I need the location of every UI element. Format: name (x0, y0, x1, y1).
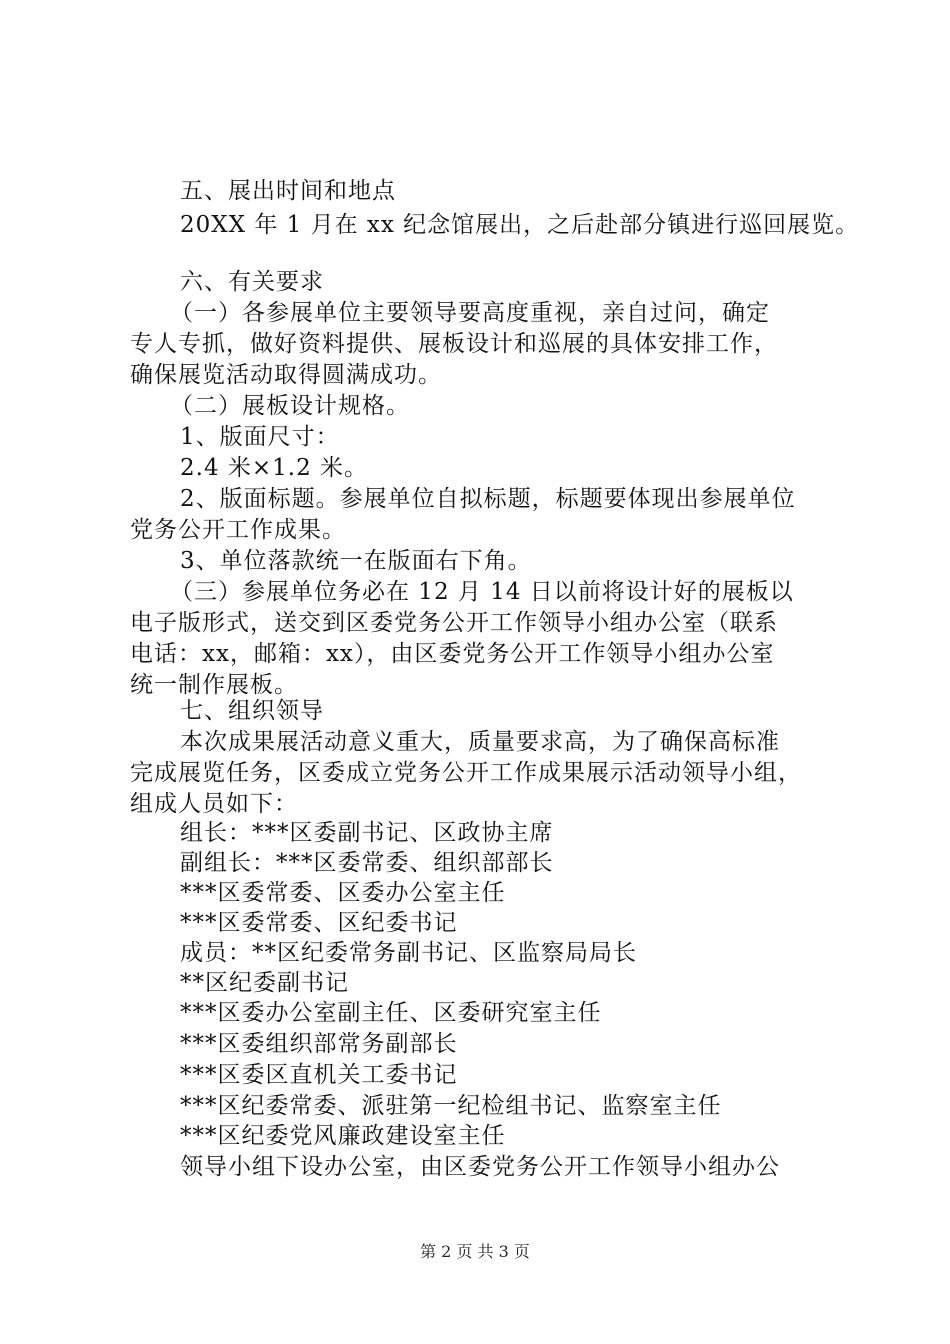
member-line: ***区纪委常委、派驻第一纪检组书记、监察室主任 (180, 1093, 722, 1119)
paragraph-line: （二）展板设计规格。 (170, 393, 410, 419)
paragraph-line: 1、版面尺寸： (180, 424, 340, 450)
paragraph-line: 3、单位落款统一在版面右下角。 (180, 548, 532, 574)
paragraph-line: 领导小组下设办公室，由区委党务公开工作领导小组办公 (180, 1154, 780, 1180)
paragraph-line: （三）参展单位务必在 12 月 14 日以前将设计好的展板以 (170, 579, 794, 605)
member-line: ***区纪委党风廉政建设室主任 (180, 1123, 506, 1149)
member-line: ***区委常委、区委办公室主任 (180, 880, 506, 906)
paragraph-line: （一）各参展单位主要领导要高度重视，亲自过问，确定 (170, 300, 770, 326)
member-line: ***区委办公室副主任、区委研究室主任 (180, 1000, 602, 1026)
page-footer: 第 2 页 共 3 页 (420, 1242, 530, 1261)
member-line: **区纪委副书记 (180, 970, 349, 996)
paragraph-line: 完成展览任务，区委成立党务公开工作成果展示活动领导小组， (130, 760, 802, 786)
paragraph-line: 电话：xx，邮箱：xx），由区委党务公开工作领导小组办公室 (130, 641, 775, 667)
paragraph-line: 确保展览活动取得圆满成功。 (130, 362, 442, 388)
member-line: 副组长：***区委常委、组织部部长 (180, 850, 554, 876)
member-line: 成员：**区纪委常务副书记、区监察局局长 (180, 940, 637, 966)
paragraph-line: 统一制作展板。 (130, 672, 298, 698)
member-line: ***区委常委、区纪委书记 (180, 910, 458, 936)
section-heading-7: 七、组织领导 (180, 698, 324, 724)
section-heading-5: 五、展出时间和地点 (180, 178, 396, 204)
paragraph-line: 专人专抓，做好资料提供、展板设计和巡展的具体安排工作， (130, 331, 778, 357)
paragraph-line: 组成人员如下： (130, 791, 298, 817)
paragraph-line: 20XX 年 1 月在 xx 纪念馆展出，之后赴部分镇进行巡回展览。 (180, 212, 860, 238)
paragraph-line: 电子版形式，送交到区委党务公开工作领导小组办公室（联系 (130, 610, 778, 636)
member-line: ***区委区直机关工委书记 (180, 1062, 458, 1088)
paragraph-line: 2、版面标题。参展单位自拟标题，标题要体现出参展单位 (180, 486, 796, 512)
member-line: 组长：***区委副书记、区政协主席 (180, 820, 554, 846)
section-heading-6: 六、有关要求 (180, 269, 324, 295)
paragraph-line: 2.4 米×1.2 米。 (180, 455, 369, 481)
paragraph-line: 党务公开工作成果。 (130, 517, 346, 543)
paragraph-line: 本次成果展活动意义重大，质量要求高，为了确保高标准 (180, 729, 780, 755)
member-line: ***区委组织部常务副部长 (180, 1031, 458, 1057)
